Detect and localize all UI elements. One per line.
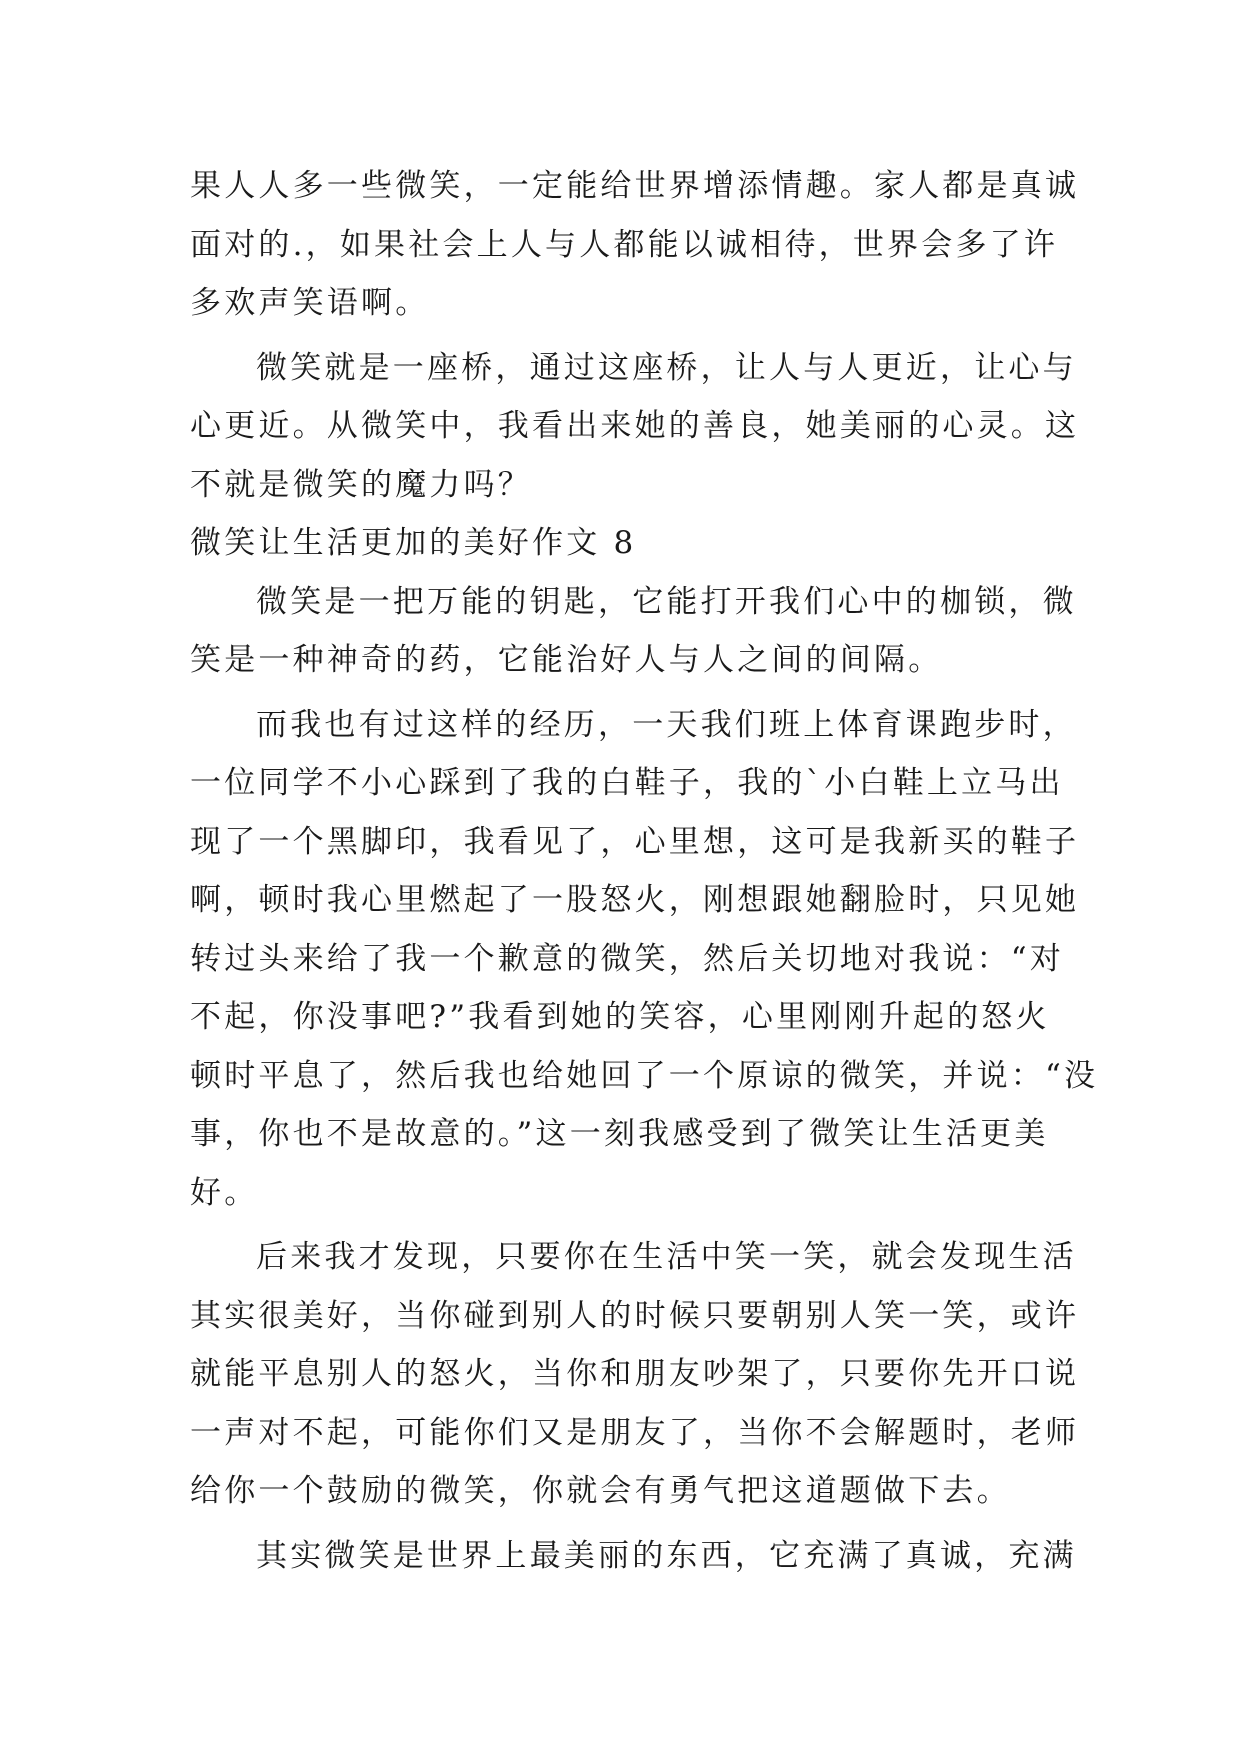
text-line: 而我也有过这样的经历，一天我们班上体育课跑步时，	[256, 706, 1077, 743]
text-line: 后来我才发现，只要你在生活中笑一笑，就会发现生活	[256, 1239, 1077, 1275]
text-line: 其实很美好，当你碰到别人的时候只要朝别人笑一笑，或许	[190, 1297, 1080, 1334]
text-line: 多欢声笑语啊。	[190, 285, 430, 321]
text-line: 事，你也不是故意的。”这一刻我感受到了微笑让生活更美	[190, 1116, 1049, 1152]
text-line: 顿时平息了，然后我也给她回了一个原谅的微笑，并说：“没	[190, 1057, 1099, 1094]
document-body	[190, 157, 1099, 1585]
text-line: 微笑让生活更加的美好作文 8	[190, 525, 637, 561]
text-line: 一声对不起，可能你们又是朋友了，当你不会解题时，老师	[190, 1414, 1080, 1451]
text-line: 不就是微笑的魔力吗？	[190, 466, 532, 503]
text-line: 给你一个鼓励的微笑，你就会有勇气把这道题做下去。	[190, 1473, 1011, 1509]
text-line: 面对的.，如果社会上人与人都能以诚相待，世界会多了许	[190, 226, 1059, 263]
text-line: 笑是一种神奇的药，它能治好人与人之间的间隔。	[190, 642, 943, 678]
text-line: 不起，你没事吧?”我看到她的笑容，心里刚刚升起的怒火	[190, 999, 1050, 1035]
text-line: 其实微笑是世界上最美丽的东西，它充满了真诚，充满	[256, 1537, 1077, 1574]
text-line: 好。	[190, 1174, 259, 1211]
text-line: 啊，顿时我心里燃起了一股怒火，刚想跟她翻脸时，只见她	[190, 882, 1080, 918]
text-line: 果人人多一些微笑，一定能给世界增添情趣。家人都是真诚	[190, 168, 1080, 204]
text-line: 就能平息别人的怒火，当你和朋友吵架了，只要你先开口说	[190, 1356, 1080, 1392]
text-line: 一位同学不小心踩到了我的白鞋子，我的`小白鞋上立马出	[190, 765, 1064, 801]
text-line: 现了一个黑脚印，我看见了，心里想，这可是我新买的鞋子	[190, 823, 1080, 860]
text-line: 微笑是一把万能的钥匙，它能打开我们心中的枷锁，微	[256, 583, 1077, 620]
text-line: 转过头来给了我一个歉意的微笑，然后关切地对我说：“对	[190, 940, 1065, 977]
text-line: 微笑就是一座桥，通过这座桥，让人与人更近，让心与	[256, 349, 1077, 386]
text-line: 心更近。从微笑中，我看出来她的善良，她美丽的心灵。这	[190, 408, 1080, 444]
